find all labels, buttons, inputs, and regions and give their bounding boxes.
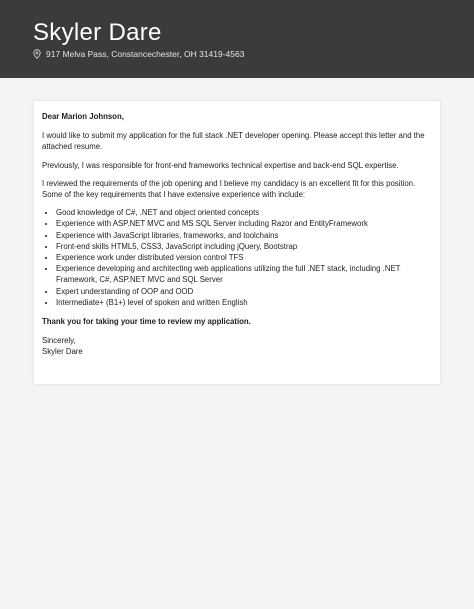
skill-item: • Experience with JavaScript libraries, frameworks, and toolchains <box>56 230 432 241</box>
skill-item: • Experience with ASP.NET MVC and MS SQL Server including Razor and EntityFramework <box>56 218 432 229</box>
skill-item: • Experience work under distributed version control TFS <box>56 252 432 263</box>
skill-item: • Expert understanding of OOP and OOD <box>56 286 432 297</box>
letter-signature: Skyler Dare <box>42 347 83 357</box>
skill-item: • Good knowledge of C#, .NET and object oriented concepts <box>56 207 432 218</box>
resume-header <box>0 0 474 78</box>
location-pin-icon <box>33 49 41 59</box>
candidate-name: Skyler Dare <box>33 19 162 46</box>
cover-letter-card <box>34 101 440 384</box>
letter-paragraph-requirements: I reviewed the requirements of the job opening and I believe my candidacy is an excellent fit for this position. Some of the key requirements that I have extensive experience with include: <box>42 178 416 200</box>
skill-item: • Experience developing and architecting web applications utilizing the full .NET stack, including .NET Framework, C#, ASP.NET MVC and SQL Server <box>56 263 432 285</box>
skills-list <box>42 207 432 308</box>
letter-greeting: Dear Marion Johnson, <box>42 112 124 121</box>
address-row <box>33 48 244 60</box>
letter-paragraph-intro: I would like to submit my application for the full stack .NET developer opening. Please accept this letter and the attached resume. <box>42 131 425 152</box>
skill-item: • Front-end skills HTML5, CSS3, JavaScript including jQuery, Bootstrap <box>56 241 432 252</box>
address-text: 917 Melva Pass, Constancechester, OH 31419-4563 <box>46 49 245 59</box>
skill-item: • Intermediate+ (B1+) level of spoken and written English <box>56 297 432 308</box>
letter-paragraph-previous-experience: Previously, I was responsible for front-end frameworks technical expertise and back-end SQL expertise. <box>42 160 399 170</box>
letter-closing: Sincerely, <box>42 336 76 346</box>
letter-thanks: Thank you for taking your time to review my application. <box>42 317 251 327</box>
